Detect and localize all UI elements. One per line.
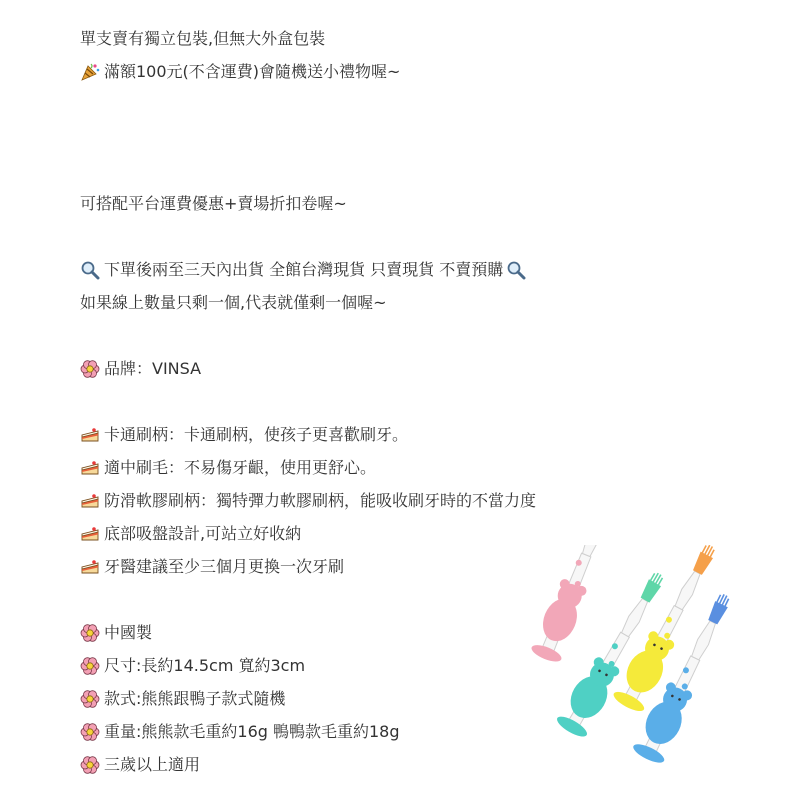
flower-icon xyxy=(80,722,100,742)
feature-item xyxy=(80,523,301,545)
flower-icon xyxy=(80,359,100,379)
spec-text: 中國製 xyxy=(104,623,153,642)
feature-item xyxy=(80,424,408,446)
feature-text: 防滑軟膠刷柄：獨特彈力軟膠刷柄，能吸收刷牙時的不當力度 xyxy=(104,491,537,510)
spec-item xyxy=(80,688,285,710)
spec-item xyxy=(80,721,400,743)
flower-icon xyxy=(80,656,100,676)
gift-note xyxy=(80,61,400,83)
feature-text: 底部吸盤設計,可站立好收納 xyxy=(104,524,302,543)
spec-item xyxy=(80,754,200,776)
cake-slice-icon xyxy=(80,524,100,544)
stock-text: 如果線上數量只剩一個,代表就僅剩一個喔~ xyxy=(80,293,387,312)
cake-slice-icon xyxy=(80,425,100,445)
feature-text: 卡通刷柄：卡通刷柄，使孩子更喜歡刷牙。 xyxy=(104,425,409,444)
spec-text: 尺寸:長約14.5cm 寬約3cm xyxy=(104,656,306,675)
cake-slice-icon xyxy=(80,458,100,478)
stock-note xyxy=(80,292,387,314)
magnifier-icon xyxy=(506,260,526,280)
flower-icon xyxy=(80,755,100,775)
brand-line xyxy=(80,358,201,380)
shipping-text: 下單後兩至三天內出貨 全館台灣現貨 只賣現貨 不賣預購 xyxy=(104,260,504,279)
spec-text: 款式:熊熊跟鴨子款式隨機 xyxy=(104,689,286,708)
magnifier-icon xyxy=(80,260,100,280)
packaging-text: 單支賣有獨立包裝,但無大外盒包裝 xyxy=(80,29,326,48)
cake-slice-icon xyxy=(80,557,100,577)
flower-icon xyxy=(80,623,100,643)
brand-text: 品牌：VINSA xyxy=(104,359,202,378)
promo-text: 可搭配平台運費優惠+賣場折扣卷喔~ xyxy=(80,194,347,213)
spec-item xyxy=(80,622,152,644)
feature-item xyxy=(80,556,344,578)
spec-text: 三歲以上適用 xyxy=(104,755,201,774)
toothbrush-product-image xyxy=(515,545,755,780)
feature-text: 適中刷毛：不易傷牙齦，使用更舒心。 xyxy=(104,458,377,477)
spec-text: 重量:熊熊款毛重約16g 鴨鴨款毛重約18g xyxy=(104,722,400,741)
promo-note xyxy=(80,193,347,215)
flower-icon xyxy=(80,689,100,709)
party-popper-icon xyxy=(80,62,100,82)
gift-text: 滿額100元(不含運費)會隨機送小禮物喔~ xyxy=(104,62,401,81)
feature-item xyxy=(80,457,376,479)
packaging-note xyxy=(80,28,325,50)
feature-text: 牙醫建議至少三個月更換一次牙刷 xyxy=(104,557,345,576)
cake-slice-icon xyxy=(80,491,100,511)
spec-item xyxy=(80,655,305,677)
feature-item xyxy=(80,490,536,512)
shipping-notice xyxy=(80,259,530,281)
